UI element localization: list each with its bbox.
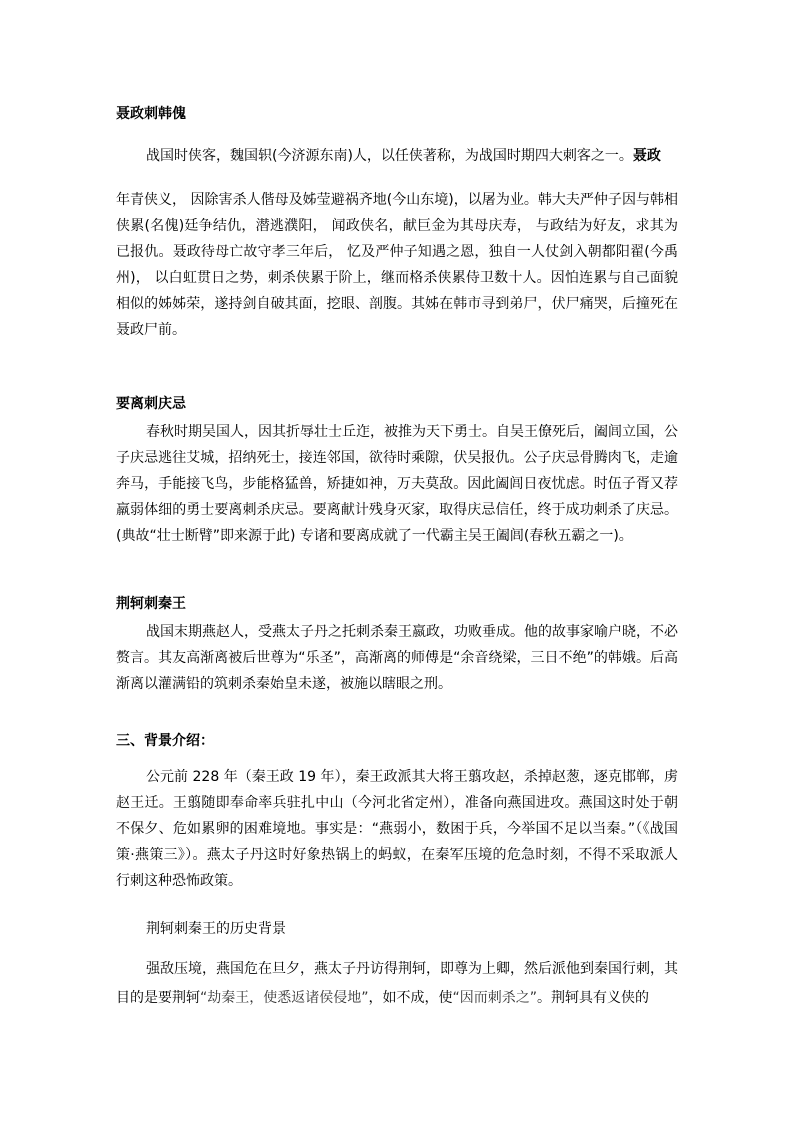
paragraph-text: 强敌压境，燕国危在旦夕，燕太子丹访得荆轲，即尊为上卿，然后派他到秦国行刺，其目的是要荆轲: [116, 961, 678, 1006]
paragraph-background: 公元前 228 年（秦王政 19 年），秦王政派其大将王翦攻赵，杀掉赵葱，逐克邯郸，虏赵王迁。王翦随即奉命率兵驻扎中山（今河北省定州），准备向燕国进攻。燕国这时处于朝不保夕、危如累卵的困难境地。事实是：“燕弱小，数困于兵，今举国不足以当秦。”（《战国策·燕策三》）。燕太子丹这时好象热锅上的蚂蚁，在秦军压境的危急时刻，不得不采取派人行刺这种恐怖政策。: [116, 769, 678, 889]
paragraph-yao-li: 春秋时期吴国人，因其折辱壮士丘迮，被推为天下勇士。自吴王僚死后，阖闾立国，公子庆忌逃往艾城，招纳死士，接连邻国，欲待时乘隙，伏吴报仇。公子庆忌骨腾肉飞，走逾奔马，手能接飞鸟，步能格猛兽，矫捷如神，万夫莫敌。因此阖闾日夜忧虑。时伍子胥又荐羸弱体细的勇士要离刺杀庆忌。要离献计残身灭家，取得庆忌信任，终于成功刺杀了庆忌。(典故“壮士断臂”即来源于此) 专诸和要离成就了一代霸主吴王阖闾(春秋五霸之一)。: [116, 424, 678, 544]
paragraph-nie-zheng-intro: [116, 142, 678, 171]
section-title-background: 三、背景介绍：: [116, 733, 214, 749]
quote-text: “劫秦王，使悉返诸侯侵地”: [200, 990, 369, 1006]
paragraph-text: 战国时侠客，魏国轵(今济源东南)人，以任侠著称，为战国时期四大刺客之一。: [146, 148, 633, 164]
paragraph-historical-background: [116, 955, 678, 1013]
paragraph-jing-ke: 战国末期燕赵人，受燕太子丹之托刺杀秦王嬴政，功败垂成。他的故事家喻户晓，不必赘言。其友高渐离被后世尊为“乐圣”，高渐离的师傅是“余音绕梁，三日不绝”的韩娥。后高渐离以灌满铅的筑刺杀秦始皇未遂，被施以瞎眼之刑。: [116, 624, 678, 692]
paragraph-text: ，如不成，使: [368, 990, 453, 1006]
paragraph-nie-zheng-story: 年青侠义， 因除害杀人偕母及姊莹避祸齐地(今山东境)，以屠为业。韩大夫严仲子因与韩相侠累(名傀)廷争结仇，潜逃濮阳， 闻政侠名，献巨金为其母庆寿， 与政结为好友，求其为已报仇。聂政待母亡故守孝三年后， 忆及严仲子知遇之恩，独自一人仗剑入朝都阳翟(今禹州)， 以白虹贯日之势，刺杀侠累于阶上，继而格杀侠累侍卫数十人。因怕连累与自己面貌相似的姊姊荣，遂持剑自破其面，挖眼、剖腹。其姊在韩市寻到弟尸，伏尸痛哭，后撞死在聂政尸前。: [116, 192, 678, 338]
bold-name-nie-zheng: 聂政: [632, 148, 661, 164]
subheading-historical-background: 荆轲刺秦王的历史背景: [146, 921, 286, 937]
paragraph-text: 。荆轲具有义侠的: [537, 990, 650, 1006]
section-title-jing-ke: 荆轲刺秦王: [116, 596, 186, 612]
section-title-yao-li: 要离刺庆忌: [116, 396, 186, 412]
quote-text: “因而刺杀之”: [452, 990, 538, 1006]
section-title-nie-zheng: 聂政刺韩傀: [116, 106, 186, 122]
